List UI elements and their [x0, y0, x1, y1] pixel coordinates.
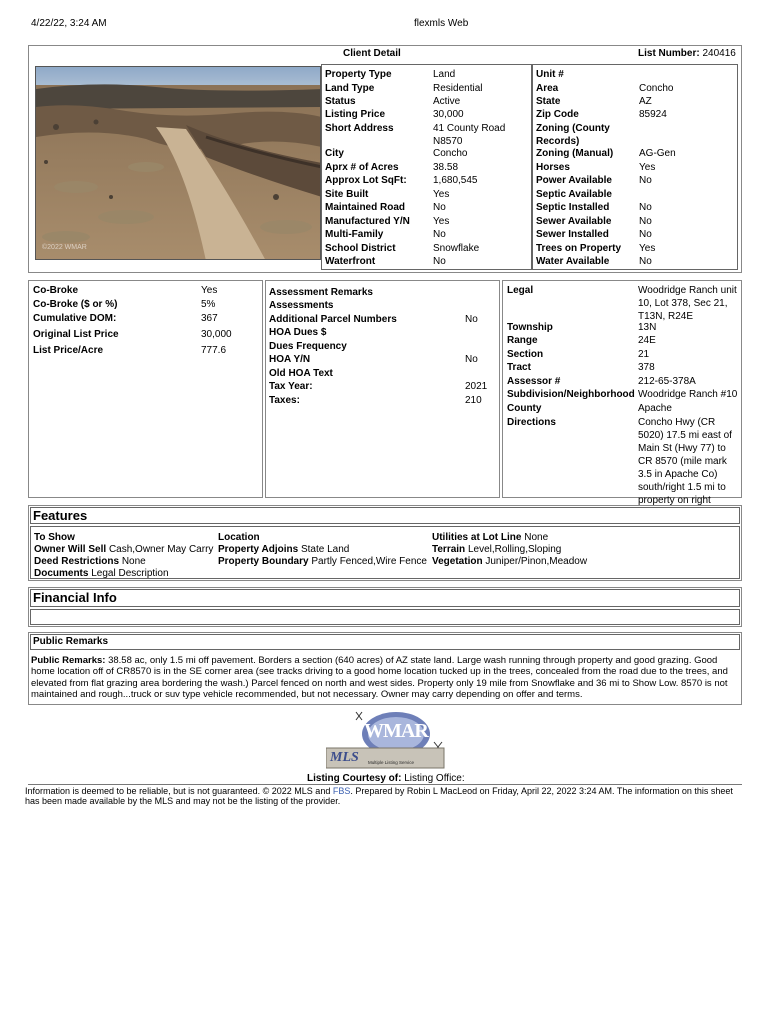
field-label: HOA Y/N	[269, 354, 311, 365]
disclaimer-part2: . Prepared by Robin L MacLeod on Friday, April 22, 2022 3:24 AM. The information on this sheet has been made available by the MLS and may not be the listing of the provider.	[25, 786, 733, 806]
feature-value: Partly Fenced,Wire Fence	[311, 556, 427, 567]
field-label: Co-Broke ($ or %)	[33, 299, 118, 310]
financial-title-bar	[30, 589, 740, 607]
feature-label: Deed Restrictions	[34, 556, 120, 567]
feature-value: Legal Description	[91, 568, 169, 579]
field-value: No	[433, 256, 446, 267]
field-value: No	[465, 314, 478, 325]
field-value: Yes	[433, 189, 450, 200]
legal-value: Woodridge Ranch unit 10, Lot 378, Sec 21, T13N, R24E	[638, 285, 737, 322]
field-label: Power Available	[536, 175, 612, 186]
field-value: No	[639, 256, 652, 267]
field-label: Sewer Available	[536, 216, 612, 227]
feature-label: Location	[218, 532, 260, 543]
photo-watermark: ©2022 WMAR	[42, 244, 87, 251]
financial-title: Financial Info	[33, 590, 117, 605]
field-label: Assessments	[269, 300, 334, 311]
feature-label: Property Adjoins	[218, 544, 299, 555]
directions-label: Directions	[507, 417, 556, 428]
field-label: Area	[536, 83, 559, 94]
public-remarks-body	[31, 655, 739, 701]
field-label: Manufactured Y/N	[325, 216, 410, 227]
field-value: Land	[433, 69, 456, 80]
legal-row-value-assessor: 212-65-378A	[638, 376, 696, 387]
listing-courtesy	[307, 773, 465, 784]
features-title-bar	[30, 507, 740, 524]
field-value: 30,000	[201, 329, 232, 340]
field-label: Horses	[536, 162, 570, 173]
wmar-mls-logo	[326, 708, 448, 772]
field-label: Cumulative DOM:	[33, 313, 117, 324]
site-name: flexmls Web	[414, 18, 469, 29]
field-label: Multi-Family	[325, 229, 384, 240]
feature-label: Documents	[34, 568, 89, 579]
field-value: 5%	[201, 299, 216, 310]
field-value: No	[433, 202, 446, 213]
field-label: Co-Broke	[33, 285, 79, 296]
feature-vegetation	[432, 555, 587, 568]
legal-row-value-tract: 378	[638, 362, 655, 373]
legal-row-label-assessor: Assessor #	[507, 376, 561, 387]
field-value: AZ	[639, 96, 652, 107]
field-value: Concho	[433, 148, 468, 159]
financial-body	[30, 609, 740, 625]
field-label: Status	[325, 96, 356, 107]
field-value: 777.6	[201, 345, 227, 356]
field-value: No	[639, 202, 652, 213]
field-label: Short Address	[325, 123, 394, 134]
field-value: 367	[201, 313, 218, 324]
legal-label: Legal	[507, 285, 534, 296]
legal-row-label-county: County	[507, 403, 542, 414]
property-photo-image	[36, 67, 321, 260]
field-value: No	[639, 229, 652, 240]
fbs-link[interactable]: FBS	[332, 786, 351, 796]
list-number-label: List Number:	[638, 48, 700, 59]
field-value: 2021	[465, 381, 488, 392]
feature-value: Cash,Owner May Carry	[108, 544, 214, 555]
feature-property-boundary	[218, 555, 427, 568]
field-label: School District	[325, 243, 396, 254]
field-label: City	[325, 148, 344, 159]
field-label: Listing Price	[325, 109, 386, 120]
field-label: Taxes:	[269, 395, 300, 406]
logo-tagline: Multiple Listing Service	[368, 760, 415, 765]
legal-row-value-township: 13N	[638, 322, 657, 333]
field-value: 41 County Road N8570	[433, 123, 506, 147]
field-label: Waterfront	[325, 256, 376, 267]
field-label: Aprx # of Acres	[325, 162, 399, 173]
feature-value: Level,Rolling,Sloping	[467, 544, 562, 555]
field-value: Yes	[639, 162, 656, 173]
legal-row-value-subdivision-neighborhood: Woodridge Ranch #10	[638, 389, 738, 400]
footer-divider	[28, 784, 742, 785]
list-number-value: 240416	[702, 48, 736, 59]
legal-row-value-county: Apache	[638, 403, 672, 414]
print-datetime: 4/22/22, 3:24 AM	[31, 18, 107, 29]
field-value: Yes	[639, 243, 656, 254]
feature-label: Utilities at Lot Line	[432, 532, 522, 543]
legal-row-label-range: Range	[507, 335, 538, 346]
legal-row-label-subdivision-neighborhood: Subdivision/Neighborhood	[507, 389, 635, 400]
field-value: 30,000	[433, 109, 464, 120]
logo-mls: MLS	[330, 750, 359, 765]
field-label: Approx Lot SqFt:	[325, 175, 407, 186]
property-photo[interactable]	[35, 66, 321, 260]
disclaimer-part1: Information is deemed to be reliable, but is not guaranteed. © 2022 MLS and	[25, 786, 333, 796]
feature-label: Property Boundary	[218, 556, 309, 567]
field-value: Yes	[201, 285, 218, 296]
field-label: Old HOA Text	[269, 368, 333, 379]
public-remarks-text: 38.58 ac, only 1.5 mi off pavement. Borders a section (640 acres) of AZ state land. Large wash running through property and good grazing. Good home location off of CR8570 is in the SE corner area (see tracks driving to a good home location tucked up in the trees, concealed from the road due to the trees, and elevated from flat grazing area bordering the wash.) Parcel fenced on north and west sides. Property only 19 mile from Snowflake and 36 mi to Show Low. 8570 is not maintained and rough...truck or suv type vehicle recommended, but not necessary. Owner may carry depending on offer and terms.	[31, 655, 728, 701]
field-label: Tax Year:	[269, 381, 313, 392]
field-label: Additional Parcel Numbers	[269, 314, 397, 325]
listing-courtesy-value: Listing Office:	[404, 773, 465, 784]
field-label: State	[536, 96, 561, 107]
directions-value: Concho Hwy (CR 5020) 17.5 mi east of Main St (Hwy 77) to CR 8570 (mile mark 3.5 in Apache Co) south/right 1.5 mi to property on right	[638, 417, 732, 506]
feature-documents	[34, 567, 169, 580]
field-label: Zoning (County Records)	[536, 123, 610, 147]
field-value: No	[433, 229, 446, 240]
client-detail-title: Client Detail	[343, 48, 401, 59]
field-value: No	[639, 175, 652, 186]
feature-value: None	[121, 556, 146, 567]
legal-row-label-township: Township	[507, 322, 553, 333]
legal-row-label-section: Section	[507, 349, 544, 360]
field-label: HOA Dues $	[269, 327, 327, 338]
field-label: Septic Installed	[536, 202, 610, 213]
features-title: Features	[33, 508, 88, 523]
feature-label: To Show	[34, 532, 75, 543]
field-value: 210	[465, 395, 482, 406]
public-remarks-title: Public Remarks	[33, 636, 109, 647]
field-label: Maintained Road	[325, 202, 406, 213]
feature-label: Terrain	[432, 544, 466, 555]
listing-courtesy-label: Listing Courtesy of:	[307, 773, 402, 784]
field-value: Concho	[639, 83, 674, 94]
field-label: Land Type	[325, 83, 375, 94]
field-label: Property Type	[325, 69, 392, 80]
field-label: Zoning (Manual)	[536, 148, 614, 159]
field-value: No	[465, 354, 478, 365]
field-label: Dues Frequency	[269, 341, 347, 352]
disclaimer	[25, 786, 745, 806]
feature-label: Owner Will Sell	[34, 544, 107, 555]
list-number	[638, 48, 736, 59]
field-label: Assessment Remarks	[269, 287, 373, 298]
field-label: Water Available	[536, 256, 610, 267]
feature-value: None	[524, 532, 549, 543]
public-remarks-label: Public Remarks:	[31, 655, 106, 666]
field-label: Sewer Installed	[536, 229, 609, 240]
field-value: Active	[433, 96, 461, 107]
field-value: 85924	[639, 109, 667, 120]
legal-row-value-range: 24E	[638, 335, 656, 346]
feature-value: State Land	[300, 544, 350, 555]
field-value: Yes	[433, 216, 450, 227]
field-label: Site Built	[325, 189, 369, 200]
field-label: Zip Code	[536, 109, 579, 120]
field-label: Unit #	[536, 69, 564, 80]
field-value: Residential	[433, 83, 483, 94]
field-label: Trees on Property	[536, 243, 622, 254]
legal-row-value-section: 21	[638, 349, 650, 360]
logo-letters: WMAR	[364, 720, 428, 742]
field-value: Snowflake	[433, 243, 480, 254]
field-label: Septic Available	[536, 189, 612, 200]
field-value: AG-Gen	[639, 148, 676, 159]
feature-label: Vegetation	[432, 556, 483, 567]
field-value: 38.58	[433, 162, 459, 173]
field-label: Original List Price	[33, 329, 119, 340]
field-value: 1,680,545	[433, 175, 478, 186]
field-label: List Price/Acre	[33, 345, 104, 356]
feature-value: Juniper/Pinon,Meadow	[485, 556, 588, 567]
public-remarks-title-bar	[30, 634, 740, 650]
field-value: No	[639, 216, 652, 227]
legal-row-label-tract: Tract	[507, 362, 531, 373]
